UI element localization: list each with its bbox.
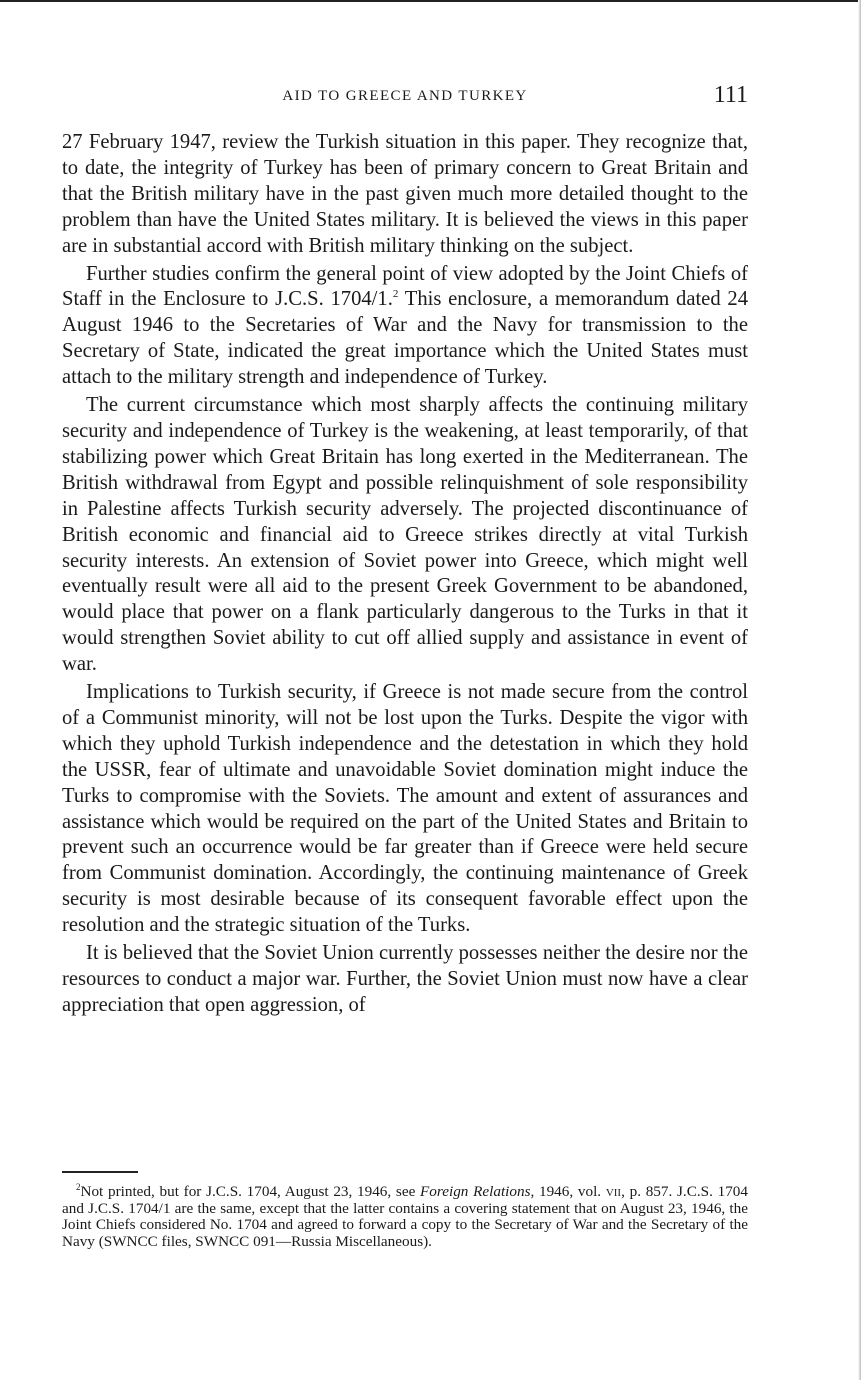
footnote-text-a: Not printed, but for J.C.S. 1704, August 23, 1946, see	[80, 1183, 421, 1200]
footnote-divider	[62, 1171, 138, 1173]
running-title: AID TO GREECE AND TURKEY	[282, 88, 528, 104]
paragraph-1: 27 February 1947, review the Turkish situation in this paper. They recognize that, to date, the integrity of Turkey has been of primary concern to Great Britain and that the British military have in the past given much more detailed thought to the problem than have the United States military. It is believed the views in this paper are in substantial accord with British military thinking on the subject.	[62, 131, 748, 257]
paragraph-3: The current circumstance which most sharply affects the continuing military security and independence of Turkey is the weakening, at least temporarily, of that stabilizing power which Great Britain has long exerted in the Mediterranean. The British withdrawal from Egypt and possible relinquishment of sole responsibility in Palestine affects Turkish security adversely. The projected discontinuance of British economic and financial aid to Greece strikes directly at vital Turkish security interests. An extension of Soviet power into Greece, which might well eventually result were all aid to the present Greek Government to be abandoned, would place that power on a flank particularly dangerous to the Turks in that it would strengthen Soviet ability to cut off allied supply and assistance in event of war.	[62, 394, 748, 676]
footnote-italic-title: Foreign Relations	[420, 1183, 531, 1200]
footnote-reference: 2	[392, 288, 399, 301]
paragraph-2-text-b: This enclosure, a memorandum dated 24 August 1946 to the Secretaries of War and the Navy for transmission to the Secretary of State, indicated the great importance which the United States must attach to the military strength and independence of Turkey.	[62, 288, 748, 389]
paragraph-4: Implications to Turkish security, if Greece is not made secure from the control of a Communist minority, will not be lost upon the Turks. Despite the vigor with which they uphold Turkish independence and the detestation in which they hold the USSR, fear of ultimate and unavoidable Soviet domination might induce the Turks to compromise with the Soviets. The amount and extent of assurances and assistance which would be required on the part of the United States and Britain to prevent such an occurrence would be far greater than if Greece were held secure from Communist domination. Accordingly, the continuing maintenance of Greek security is most desirable because of its consequent favorable effect upon the resolution and the strategic situation of the Turks.	[62, 681, 748, 937]
page-number: 111	[713, 82, 748, 108]
footnote-text-b: , 1946, vol.	[530, 1183, 606, 1200]
paragraph-2	[62, 262, 748, 392]
paragraph-2-text-a: Further studies confirm the general point of view adopted by the Joint Chiefs of Staff in the Enclosure to J.C.S. 1704/1.	[62, 262, 748, 311]
footnote-volume: vii	[605, 1183, 622, 1200]
page-top-edge	[0, 0, 861, 2]
footnote-text-c: , p. 857. J.C.S. 1704 and J.C.S. 1704/1 are the same, except that the latter contains a covering statement that on August 23, 1946, the Joint Chiefs considered No. 1704 and agreed to forward a copy to the Secretary of War and the Secretary of the Navy (SWNCC files, SWNCC 091—Russia Miscellaneous).	[62, 1183, 748, 1250]
footnote-marker: 2	[76, 1182, 81, 1192]
body-text	[62, 130, 748, 1021]
paragraph-5: It is believed that the Soviet Union currently possesses neither the desire nor the resources to conduct a major war. Further, the Soviet Union must now have a clear appreciation that open aggression, of	[62, 942, 748, 1016]
footnote	[62, 1184, 748, 1250]
running-head	[62, 82, 748, 112]
